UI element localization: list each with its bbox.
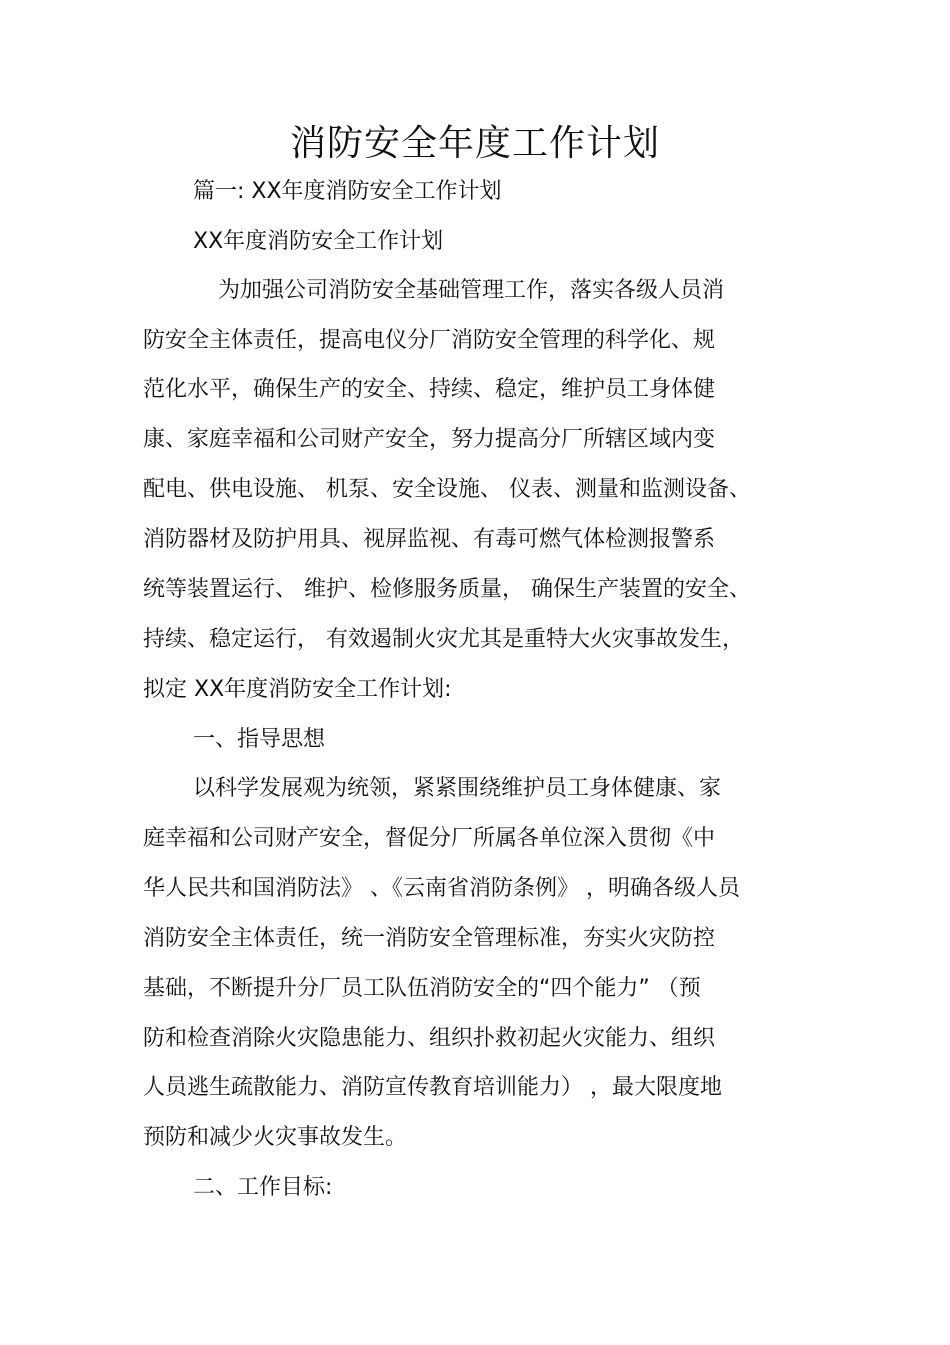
section-1-line: 防和检查消除火灾隐患能力、组织扑救初起火灾能力、组织 xyxy=(143,1026,716,1051)
section-1-line: 消防安全主体责任，统一消防安全管理标准，夯实火灾防控 xyxy=(143,926,716,951)
intro-line: 统等装置运行、 维护、检修服务质量， 确保生产装置的安全、 xyxy=(143,577,751,602)
section-1-line: 基础，不断提升分厂员工队伍消防安全的“四个能力” （预 xyxy=(143,976,701,1001)
intro-line: 消防器材及防护用具、视屏监视、有毒可燃气体检测报警系 xyxy=(143,527,716,552)
document-title: 消防安全年度工作计划 xyxy=(289,123,660,164)
intro-line: 配电、供电设施、 机泵、安全设施、 仪表、测量和监测设备、 xyxy=(143,477,751,502)
subtitle: 篇一: XX年度消防安全工作计划 xyxy=(193,179,502,204)
intro-line: 范化水平，确保生产的安全、持续、稳定，维护员工身体健 xyxy=(143,377,716,402)
section-1-line: 人员逃生疏散能力、消防宣传教育培训能力） ，最大限度地 xyxy=(143,1075,722,1100)
intro-line: 为加强公司消防安全基础管理工作，落实各级人员消 xyxy=(218,278,725,303)
intro-line: 康、家庭幸福和公司财产安全，努力提高分厂所辖区域内变 xyxy=(143,427,716,452)
intro-line: 持续、稳定运行， 有效遏制火灾尤其是重特大火灾事故发生， xyxy=(143,627,744,652)
section-1-line: 以科学发展观为统领，紧紧围绕维护员工身体健康、家 xyxy=(193,776,722,801)
intro-line: 拟定 XX年度消防安全工作计划: xyxy=(143,677,452,702)
section-1-heading: 一、指导思想 xyxy=(193,727,326,752)
section-2-heading: 二、工作目标: xyxy=(193,1175,333,1200)
intro-line: 防安全主体责任，提高电仪分厂消防安全管理的科学化、规 xyxy=(143,328,716,353)
section-1-line: 华人民共和国消防法》 、《云南省消防条例》 ，明确各级人员 xyxy=(143,876,740,901)
section-1-line: 庭幸福和公司财产安全，督促分厂所属各单位深入贯彻《中 xyxy=(143,826,716,851)
section-1-line: 预防和减少火灾事故发生。 xyxy=(143,1125,408,1150)
section-heading: XX年度消防安全工作计划 xyxy=(193,229,444,254)
